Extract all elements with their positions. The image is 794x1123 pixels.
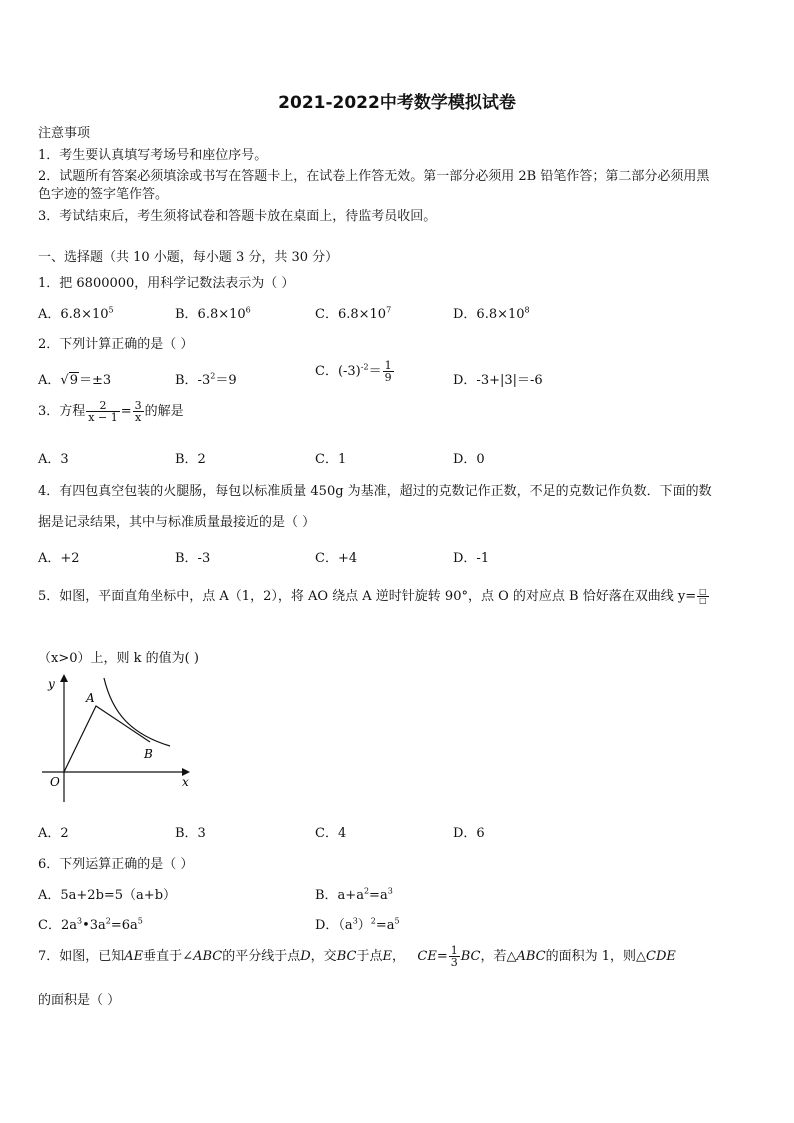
fraction: $\frac{1}{3}$ xyxy=(450,944,458,969)
fraction: $\frac{2}{x - 1}$ xyxy=(88,399,118,424)
q6-option-d: D．$(a^3)^2=a^5$ xyxy=(315,916,400,933)
q5-option-b: B．3 xyxy=(175,826,206,841)
q1-option-c: C．$6.8\times 10^7$ xyxy=(315,305,392,322)
fraction: $\frac{3}{x}$ xyxy=(134,399,142,424)
question-2-stem: 2．下列计算正确的是（ ） xyxy=(38,337,194,352)
question-7-stem-cont: 的面积是（ ） xyxy=(38,993,121,1008)
q5-option-c: C．4 xyxy=(315,826,347,841)
fraction: $\frac{1}{9}$ xyxy=(384,359,392,384)
q2-option-d: D．-3+|3|＝-6 xyxy=(453,373,543,388)
y-label: y xyxy=(48,677,55,691)
page-title: 2021-2022中考数学模拟试卷 xyxy=(278,93,516,113)
notice-item: 色字迹的签字笔作答。 xyxy=(38,187,169,202)
notice-item: 1．考生要认真填写考场号和座位序号。 xyxy=(38,148,268,163)
question-5-stem: 5．如图，平面直角坐标中，点 A（1，2），将 AO 绕点 A 逆时针旋转 90°，点 O 的对应点 B 恰好落在双曲线 y= $\frac{□}{□}$ xyxy=(38,587,707,605)
question-1-stem: 1．把 6800000，用科学记数法表示为（ ） xyxy=(38,276,295,291)
coordinate-figure xyxy=(38,672,198,812)
q4-option-b: B．-3 xyxy=(175,551,211,566)
q4-option-d: D．-1 xyxy=(453,551,490,566)
segments-oab xyxy=(64,706,150,772)
notice-heading: 注意事项 xyxy=(38,126,91,141)
question-6-stem: 6．下列运算正确的是（ ） xyxy=(38,857,194,872)
q2-option-b: B．$-3^2=9$ xyxy=(175,371,237,388)
notice-item: 3．考试结束后，考生须将试卷和答题卡放在桌面上，待监考员收回。 xyxy=(38,209,437,224)
question-7-stem: 7．如图，已知AE垂直于∠ABC的平分线于点D，交BC于点E， CE= $\frac{1}{3}$ BC，若△ABC的面积为 1，则△CDE xyxy=(38,944,676,969)
origin-label: O xyxy=(50,775,60,789)
question-3-stem: 3．方程 $\frac{2}{x - 1}$ = $\frac{3}{x}$ 的解是 xyxy=(38,399,184,424)
q5-option-a: A．2 xyxy=(38,826,69,841)
q6-option-b: B．$a+a^2=a^3$ xyxy=(315,886,393,903)
y-axis-arrow xyxy=(60,674,68,682)
point-b-label: B xyxy=(144,747,153,761)
q2-option-c: C．$(-3)^{-2}=$ $\frac{1}{9}$ xyxy=(315,359,392,384)
question-4-stem-cont: 据是记录结果，其中与标准质量最接近的是（ ） xyxy=(38,515,316,530)
broken-fraction-placeholder: $\frac{□}{□}$ xyxy=(699,587,707,605)
q3-option-a: A．3 xyxy=(38,452,69,467)
q6-option-a: A．5a+2b=5（a+b） xyxy=(38,888,177,903)
q1-option-d: D．$6.8\times 10^8$ xyxy=(453,305,530,322)
question-4-stem: 4．有四包真空包装的火腿肠，每包以标准质量 450g 为基准，超过的克数记作正数，不足的克数记作负数．下面的数 xyxy=(38,484,712,499)
q1-option-a: A．$6.8\times 10^5$ xyxy=(38,305,114,322)
q2-option-a: A．√9＝±3 xyxy=(38,373,112,388)
q1-option-b: B．$6.8\times 10^6$ xyxy=(175,305,251,322)
q6-option-c: C．$2a^3•3a^2=6a^5$ xyxy=(38,916,143,933)
q4-option-a: A．+2 xyxy=(38,551,80,566)
q3-option-d: D．0 xyxy=(453,452,485,467)
section-heading: 一、选择题（共 10 小题，每小题 3 分，共 30 分） xyxy=(38,250,339,265)
hyperbola-curve xyxy=(104,678,170,746)
q3-option-c: C．1 xyxy=(315,452,347,467)
x-label: x xyxy=(182,775,189,789)
notice-item: 2．试题所有答案必须填涂或书写在答题卡上，在试卷上作答无效。第一部分必须用 2B 铅笔作答；第二部分必须用黑 xyxy=(38,169,710,184)
question-5-stem-cont: （x>0）上，则 k 的值为( ) xyxy=(38,651,199,666)
point-a-label: A xyxy=(86,691,95,705)
q3-option-b: B．2 xyxy=(175,452,206,467)
q5-option-d: D．6 xyxy=(453,826,485,841)
q4-option-c: C．+4 xyxy=(315,551,358,566)
